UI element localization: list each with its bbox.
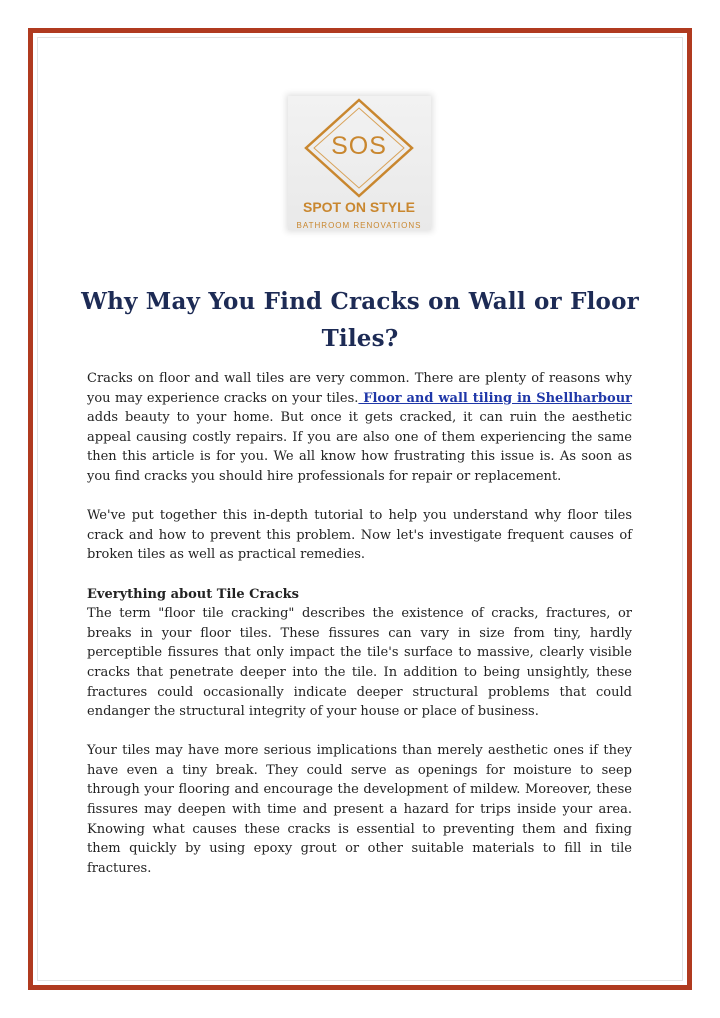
article-body	[87, 369, 632, 898]
intro-paragraph	[87, 369, 632, 487]
logo-name: SPOT ON STYLE	[302, 199, 416, 215]
tile-cracking-paragraph: The term "floor tile cracking" describes the existence of cracks, fractures, or breaks in your floor tiles. These fissures can vary in size from tiny, hardly perceptible fissures that only impact the tile's surface to massive, clearly visible cracks that penetrate deeper into the tile. In addition to being unsightly, these fractures could occasionally indicate deeper structural problems that could endanger the structural integrity of your house or place of business.	[87, 606, 632, 720]
intro-text-before-link: Cracks on floor and wall tiles are very common. There are plenty of reasons why you may experience cracks on your tiles.	[87, 371, 632, 406]
logo-tagline: BATHROOM RENOVATIONS	[296, 221, 422, 230]
company-logo	[288, 96, 431, 230]
article-title: Why May You Find Cracks on Wall or Floor Tiles?	[81, 288, 639, 353]
section-heading: Everything about Tile Cracks	[87, 586, 299, 602]
implications-paragraph: Your tiles may have more serious implications than merely aesthetic ones if they have even a tiny break. They could serve as openings for moisture to seep through your flooring and encourage the development of mildew. Moreover, these fissures may deepen with time and present a hazard for trips inside your area. Knowing what causes these cracks is essential to preventing them and fixing them quickly by using epoxy grout or other suitable materials to fill in tile fractures.	[87, 743, 632, 876]
logo-monogram: SOS	[331, 132, 387, 160]
tile-cracks-section	[87, 585, 632, 722]
intro-text-after-link: adds beauty to your home. But once it gets cracked, it can ruin the aesthetic appeal causing costly repairs. If you are also one of them experiencing the same then this article is for you. We all know how frustrating this issue is. As soon as you find cracks you should hire professionals for repair or replacement.	[87, 410, 632, 484]
tutorial-paragraph: We've put together this in-depth tutorial to help you understand why floor tiles crack and how to prevent this problem. Now let's investigate frequent causes of broken tiles as well as practical remedies.	[87, 508, 632, 563]
tiling-shellharbour-link[interactable]: Floor and wall tiling in Shellharbour	[358, 390, 632, 406]
